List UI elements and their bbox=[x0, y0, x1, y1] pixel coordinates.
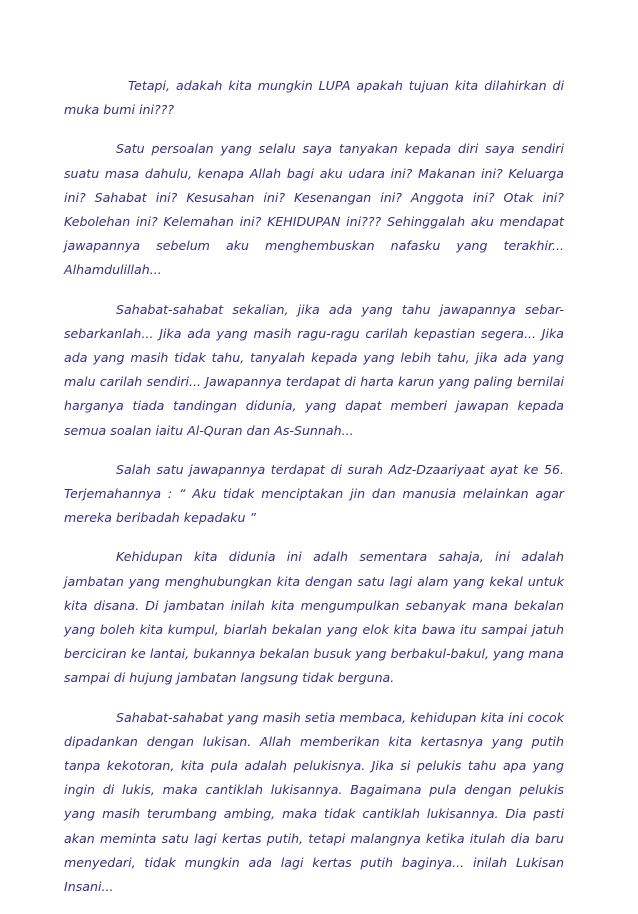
paragraph-6-text: Sahabat-sahabat yang masih setia membaca, kehidupan kita ini cocok dipadankan dengan lukisan. Allah memberikan kita kertasnya yang putih tanpa kekotoran, kita pula adalah pelukisnya. Jika si pelukis tahu apa yang ingin di lukis, maka cantiklah lukisannya. Bagaimana pula dengan pelukis yang masih terumbang ambing, maka tidak cantiklah lukisannya. Dia pasti akan meminta satu lagi kertas putih, tetapi malangnya ketika itulah dia baru menyedari, tidak mungkin ada lagi kertas putih baginya... inilah Lukisan Insani... bbox=[64, 709, 564, 895]
paragraph-3 bbox=[64, 298, 564, 443]
paragraph-4-text: Salah satu jawapannya terdapat di surah Adz-Dzaariyaat ayat ke 56. Terjemahannya : bbox=[64, 461, 564, 502]
quran-quote: “ Aku tidak menciptakan jin dan manusia melainkan agar mereka beribadah kepadaku ” bbox=[64, 486, 564, 526]
paragraph-4 bbox=[64, 458, 564, 531]
paragraph-5-text: Kehidupan kita didunia ini adalh sementara sahaja, ini adalah jambatan yang menghubungkan kita dengan satu lagi alam yang kekal untuk kita disana. Di jambatan inilah kita mengumpulkan sebanyak mana bekalan yang boleh kita kumpul, biarlah bekalan yang elok kita bawa itu sampai jatuh berciciran ke lantai, bukannya bekalan busuk yang berbakul-bakul, yang mana sampai di hujung jambatan langsung tidak berguna. bbox=[64, 549, 564, 686]
paragraph-2 bbox=[64, 137, 564, 282]
paragraph-2-text: Satu persoalan yang selalu saya tanyakan kepada diri saya sendiri suatu masa dahulu, kenapa Allah bagi aku udara ini? Makanan ini? Keluarga ini? Sahabat ini? Kesusahan ini? Kesenangan ini? Anggota ini? Otak ini? Kebolehan ini? Kelemahan ini? KEHIDUPAN ini??? Sehinggalah aku mendapat jawapannya sebelum aku menghembuskan nafasku yang terakhir... Alhamdulillah... bbox=[64, 141, 564, 278]
paragraph-6 bbox=[64, 706, 564, 900]
paragraph-1-text: Tetapi, adakah kita mungkin LUPA apakah tujuan kita dilahirkan di muka bumi ini??? bbox=[64, 78, 564, 118]
document-page bbox=[64, 74, 564, 914]
paragraph-1 bbox=[64, 74, 564, 122]
paragraph-5 bbox=[64, 545, 564, 690]
paragraph-3-text: Sahabat-sahabat sekalian, jika ada yang tahu jawapannya sebar-sebarkanlah... Jika ada yang masih ragu-ragu carilah kepastian segera... Jika ada yang masih tidak tahu, tanyalah kepada yang lebih tahu, jika ada yang malu carilah sendiri... Jawapannya terdapat di harta karun yang paling bernilai harganya tiada tandingan didunia, yang dapat memberi jawapan kepada semua soalan iaitu Al-Quran dan As-Sunnah... bbox=[64, 301, 564, 438]
